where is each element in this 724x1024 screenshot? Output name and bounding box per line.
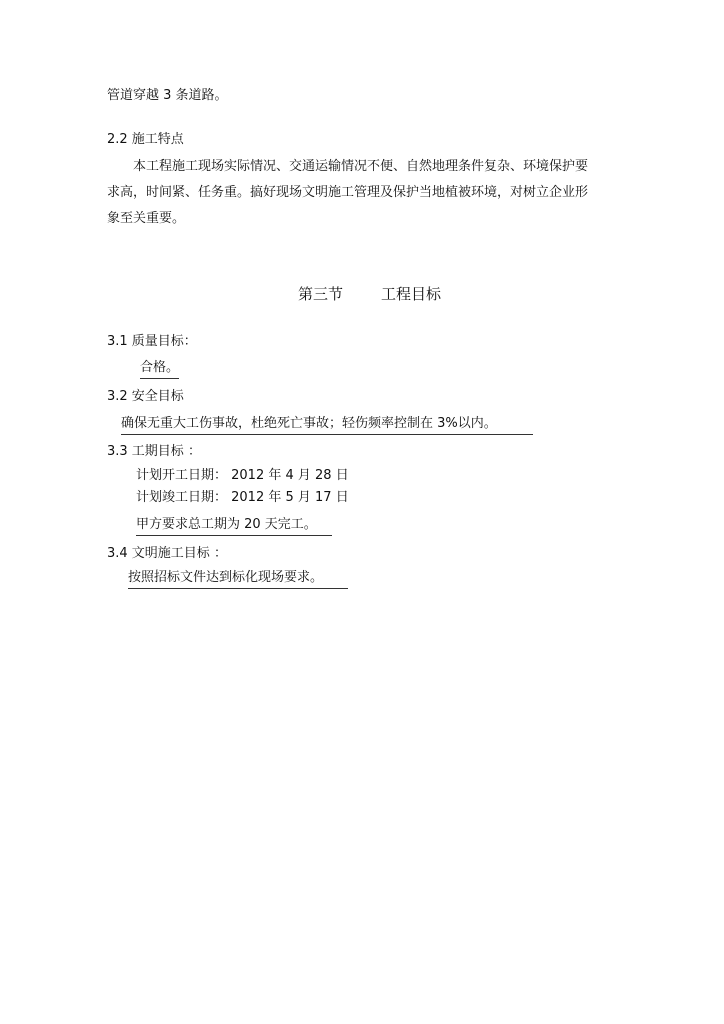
planned-start-date: 计划开工日期： 2012 年 4 月 28 日: [136, 468, 349, 483]
section-title-text: 工程目标: [381, 285, 442, 303]
paragraph-2-2-line-2: 求高，时间紧、任务重。搞好现场文明施工管理及保护当地植被环境，对树立企业形: [107, 185, 589, 200]
heading-3-1: 3.1 质量目标：: [107, 334, 197, 349]
planned-end-date: 计划竣工日期： 2012 年 5 月 17 日: [136, 490, 349, 505]
heading-3-4: 3.4 文明施工目标 ：: [107, 546, 227, 561]
total-duration: 甲方要求总工期为 20 天完工。: [136, 516, 332, 536]
safety-target-value: 确保无重大工伤事故，杜绝死亡事故；轻伤频率控制在 3%以内。: [121, 415, 533, 435]
paragraph-2-2-line-3: 象至关重要。: [107, 211, 186, 226]
heading-3-2: 3.2 安全目标: [107, 389, 184, 404]
civilized-construction-target: 按照招标文件达到标化现场要求。: [128, 569, 348, 589]
section-title-number: 第三节: [298, 285, 344, 303]
paragraph-2-2-line-1: 本工程施工现场实际情况、交通运输情况不便、自然地理条件复杂、环境保护要: [133, 159, 589, 174]
heading-3-3: 3.3 工期目标 ：: [107, 444, 201, 459]
quality-target-value: 合格。: [140, 359, 179, 379]
heading-2-2: 2.2 施工特点: [107, 132, 184, 147]
text-line-top: 管道穿越 3 条道路。: [107, 88, 228, 103]
